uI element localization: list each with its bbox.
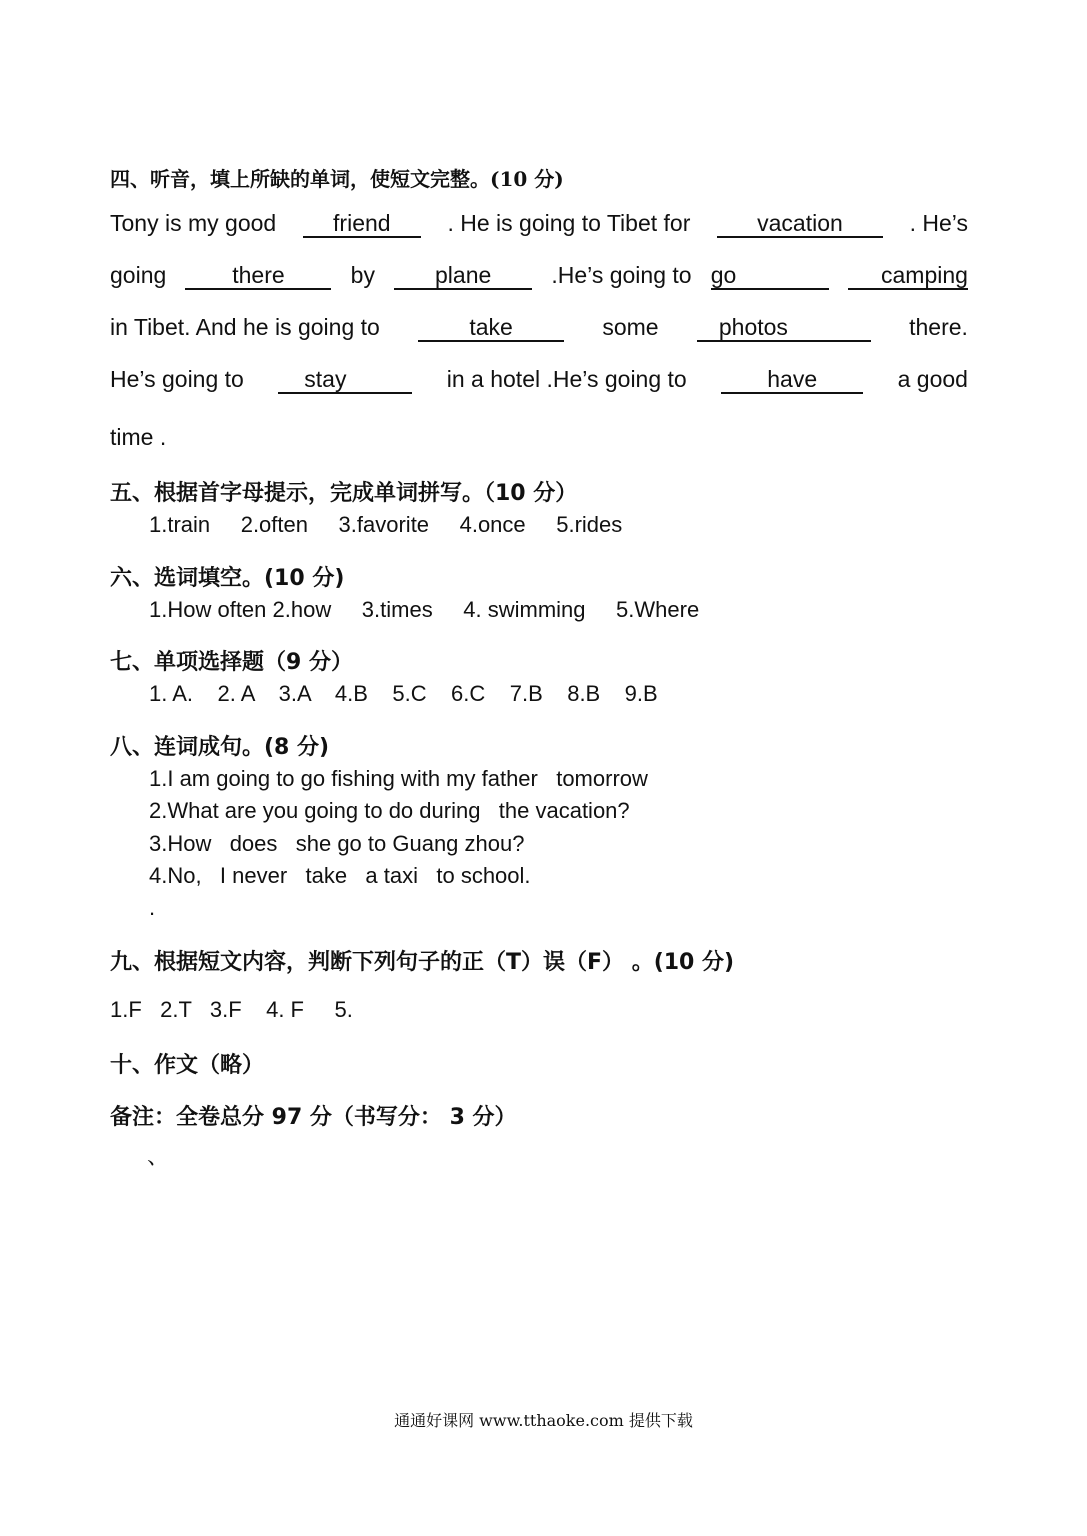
- section-10-heading: 十、作文（略）: [110, 1053, 265, 1078]
- answer-blank: take: [418, 314, 564, 342]
- passage-line-4: [110, 366, 968, 400]
- passage-text: some: [602, 314, 659, 340]
- answer-blank: stay: [278, 366, 412, 394]
- sentence-item: 1.I am going to go fishing with my father tomorrow: [149, 766, 648, 791]
- passage-text: by: [350, 262, 375, 288]
- passage-text: there.: [909, 314, 968, 340]
- stray-mark: 、: [147, 1144, 170, 1169]
- sentence-item: 4.No, I never take a taxi to school.: [149, 863, 531, 888]
- sentence-item: 2.What are you going to do during the vacation?: [149, 798, 630, 823]
- passage-line-1: [110, 210, 968, 244]
- section-7-heading: 七、单项选择题（9 分）: [110, 650, 353, 675]
- passage-text: He’s going to: [110, 366, 244, 392]
- passage-line-2: [110, 262, 968, 296]
- passage-text: . He’s: [909, 210, 968, 236]
- section-8-heading: 八、连词成句。(8 分): [110, 735, 330, 760]
- section-4-heading: 四、听音，填上所缺的单词，使短文完整。(10 分): [110, 167, 564, 191]
- passage-text: in a hotel .He’s going to: [446, 366, 687, 392]
- answer-blank: camping: [848, 262, 968, 290]
- passage-text: .He’s going to: [551, 262, 692, 288]
- footer-source: 通通好课网 www.tthaoke.com 提供下载: [394, 1411, 693, 1430]
- answer-blank: there: [185, 262, 331, 290]
- passage-line-5: time .: [110, 424, 167, 450]
- passage-text: going: [110, 262, 167, 288]
- section-5-answers: 1.train 2.often 3.favorite 4.once 5.rides: [149, 512, 623, 537]
- answer-blank: photos: [697, 314, 871, 342]
- answer-blank: go: [711, 262, 829, 290]
- sentence-item: 3.How does she go to Guang zhou?: [149, 831, 525, 856]
- note-text: 备注：全卷总分 97 分（书写分： 3 分）: [110, 1105, 517, 1130]
- sentence-item: .: [149, 895, 156, 920]
- section-9-heading: 九、根据短文内容，判断下列句子的正（T）误（F） 。(10 分): [110, 950, 735, 975]
- passage-text: a good: [897, 366, 968, 392]
- section-6-heading: 六、选词填空。(10 分): [110, 566, 345, 591]
- section-6-answers: 1.How often 2.how 3.times 4. swimming 5.Where: [149, 597, 700, 622]
- section-7-answers: 1. A. 2. A 3.A 4.B 5.C 6.C 7.B 8.B 9.B: [149, 681, 658, 706]
- passage-text: in Tibet. And he is going to: [110, 314, 380, 340]
- section-5-heading: 五、根据首字母提示，完成单词拼写。（10 分）: [110, 481, 578, 506]
- answer-blank: vacation: [717, 210, 883, 238]
- passage-line-3: [110, 314, 968, 348]
- section-9-answers: 1.F 2.T 3.F 4. F 5.: [110, 997, 353, 1022]
- answer-blank: have: [721, 366, 863, 394]
- answer-blank: plane: [394, 262, 532, 290]
- answer-blank: friend: [303, 210, 421, 238]
- passage-text: . He is going to Tibet for: [447, 210, 691, 236]
- passage-text: Tony is my good: [110, 210, 277, 236]
